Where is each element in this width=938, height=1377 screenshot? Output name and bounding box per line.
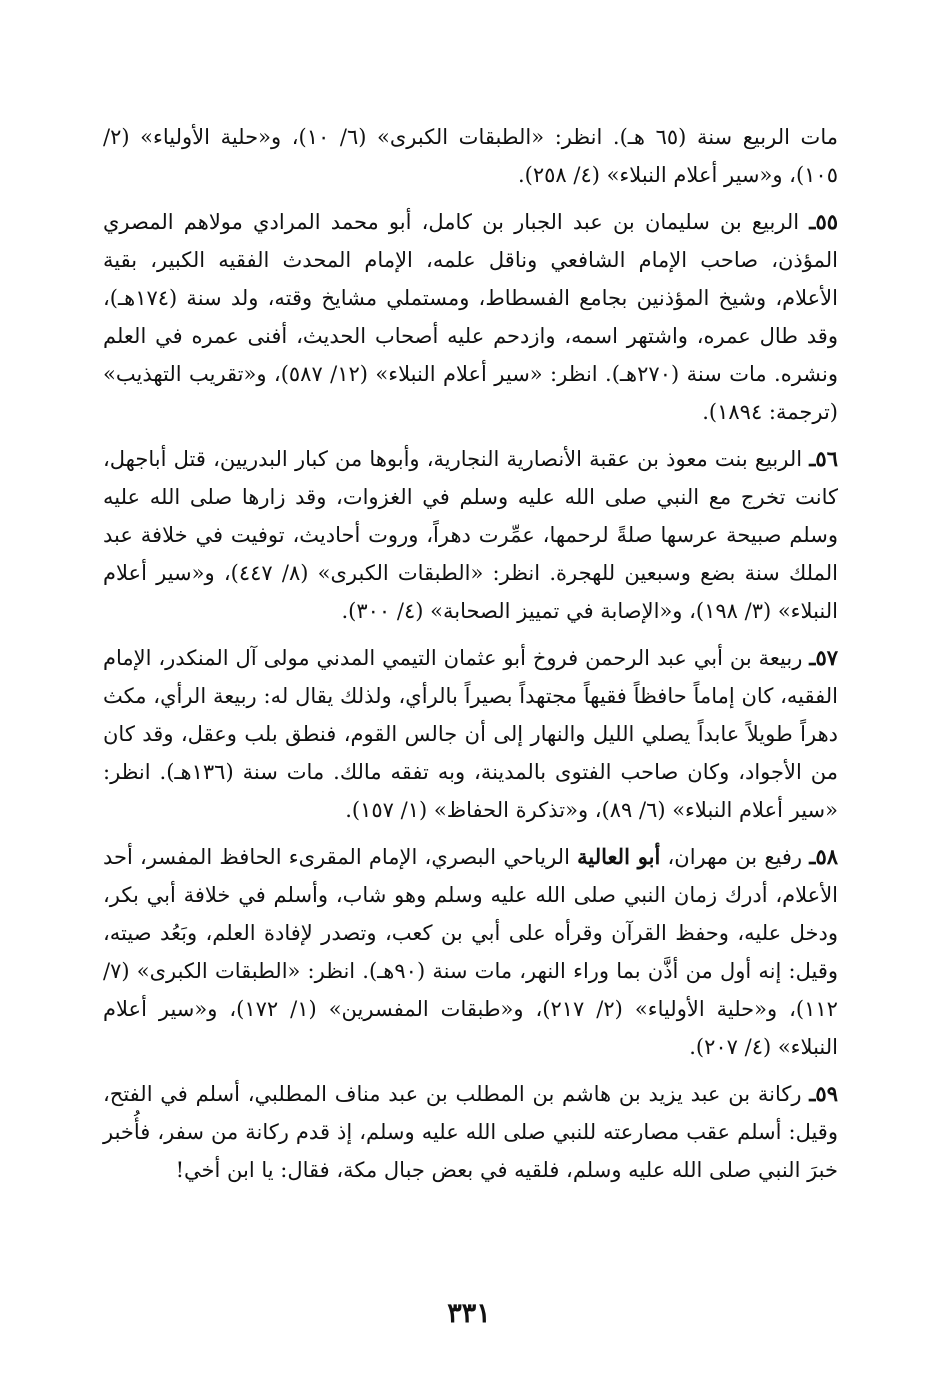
entry-text: الربيع بن سليمان بن عبد الجبار بن كامل، أبو محمد المرادي مولاهم المصري المؤذن، صاحب الإمام الشافعي وناقل علمه، الإمام المحدث الفقيه الكبير، بقية الأعلام، وشيخ المؤذنين بجامع الفسطاط، ومستملي مشايخ وقته، ولد سنة (١٧٤هـ)، وقد طال عمره، واشتهر اسمه، وازدحم عليه أصحاب الحديث، أفنى عمره في العلم ونشره. مات سنة (٢٧٠هـ). انظر: «سير أعلام النبلاء» (١٢/ ٥٨٧)، و«تقريب التهذيب» (ترجمة: ١٨٩٤).	[103, 210, 839, 424]
intro-paragraph: مات الربيع سنة (٦٥ هـ). انظر: «الطبقات الكبرى» (٦/ ١٠)، و«حلية الأولياء» (٢/ ١٠٥)، و«سير أعلام النبلاء» (٤/ ٢٥٨).	[103, 125, 838, 187]
entry-number: ٥٨ـ	[809, 844, 838, 869]
entry-55	[103, 203, 838, 431]
entry-58	[103, 838, 838, 1066]
entry-text: ركانة بن عبد يزيد بن هاشم بن المطلب بن عبد مناف المطلبي، أسلم في الفتح، وقيل: أسلم عقب مصارعته للنبي صلى الله عليه وسلم، إذ قدم ركانة من سفر، فأُخبر خبرَ النبي صلى الله عليه وسلم، فلقيه في بعض جبال مكة، فقال: يا ابن أخي!	[103, 1082, 838, 1182]
entry-text: الربيع بنت معوذ بن عقبة الأنصارية النجارية، وأبوها من كبار البدريين، قتل أباجهل، كانت تخرج مع النبي صلى الله عليه وسلم في الغزوات، وقد زارها صلى الله عليه وسلم صبيحة عرسها صلةً لرحمها، عمِّرت دهراً، وروت أحاديث، توفيت في خلافة عبد الملك سنة بضع وسبعين للهجرة. انظر: «الطبقات الكبرى» (٨/ ٤٤٧)، و«سير أعلام النبلاء» (٣/ ١٩٨)، و«الإصابة في تمييز الصحابة» (٤/ ٣٠٠).	[103, 447, 838, 623]
entry-57	[103, 639, 838, 829]
entry-text-lead: رفيع بن مهران،	[660, 845, 803, 869]
page-body	[103, 118, 838, 1198]
entry-text: ربيعة بن أبي عبد الرحمن فروخ أبو عثمان التيمي المدني مولى آل المنكدر، الإمام الفقيه، كان إماماً حافظاً فقيهاً مجتهداً بصيراً بالرأي، ولذلك يقال له: ربيعة الرأي، مكث دهراً طويلاً عابداً يصلي الليل والنهار إلى أن جالس القوم، فنطق بلب وعقل، وقد كان من الأجواد، وكان صاحب الفتوى بالمدينة، وبه تفقه مالك. مات سنة (١٣٦هـ). انظر: «سير أعلام النبلاء» (٦/ ٨٩)، و«تذكرة الحفاظ» (١/ ١٥٧).	[103, 646, 838, 822]
entry-number: ٥٧ـ	[809, 645, 838, 670]
page-number: ٣٣١	[447, 1298, 491, 1329]
entry-bold-name: أبو العالية	[577, 844, 661, 869]
entry-number: ٥٥ـ	[809, 209, 839, 234]
entry-59	[103, 1075, 838, 1189]
entry-56	[103, 440, 838, 630]
entry-number: ٥٩ـ	[809, 1081, 838, 1106]
entry-text: الرياحي البصري، الإمام المقرىء الحافظ المفسر، أحد الأعلام، أدرك زمان النبي صلى الله عليه وسلم وهو شاب، وأسلم في خلافة أبي بكر، ودخل عليه، وحفظ القرآن وقرأه على أبي بن كعب، وتصدر لإفادة العلم، وبَعُد صيته، وقيل: إنه أول من أذَّن بما وراء النهر، مات سنة (٩٠هـ). انظر: «الطبقات الكبرى» (٧/ ١١٢)، و«حلية الأولياء» (٢/ ٢١٧)، و«طبقات المفسرين» (١/ ١٧٢)، و«سير أعلام النبلاء» (٤/ ٢٠٧).	[103, 845, 838, 1059]
entry-number: ٥٦ـ	[809, 446, 838, 471]
